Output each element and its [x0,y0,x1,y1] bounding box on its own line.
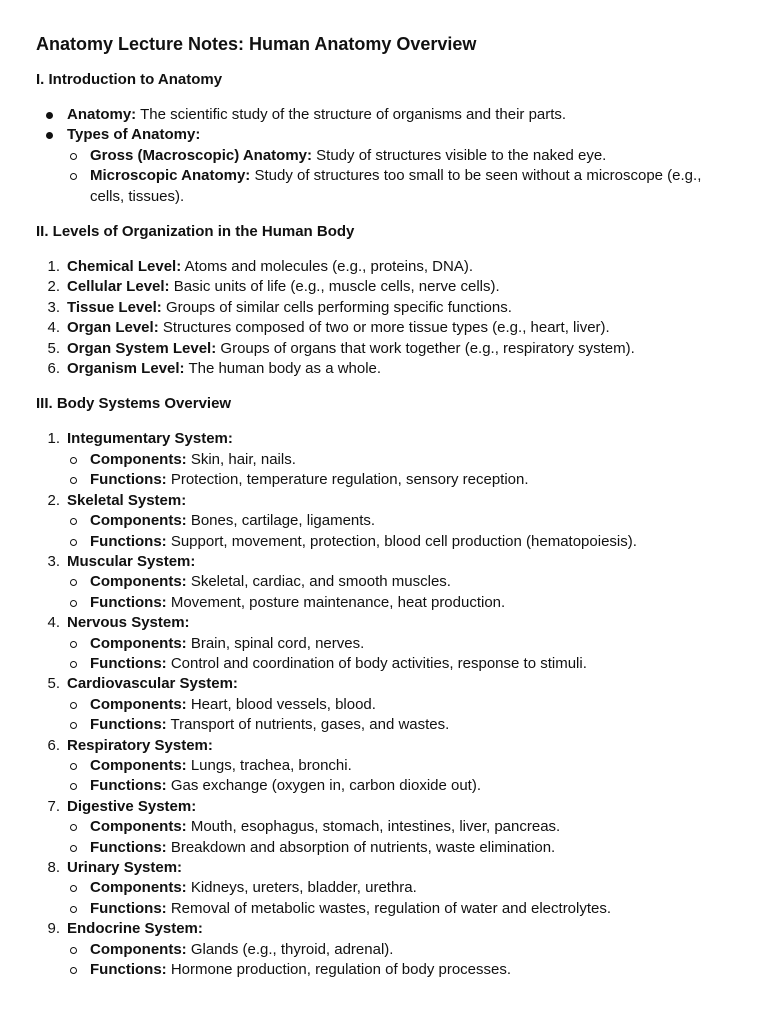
system-item [36,429,732,490]
components-label: Components: [90,818,187,836]
sub-list [67,756,732,797]
functions-text: Breakdown and absorption of nutrients, waste elimination. [166,838,556,856]
system-item [36,797,732,858]
functions-item [36,838,732,858]
system-name: Nervous System: [67,614,190,632]
term-definition: Structures composed of two or more tissue types (e.g., heart, liver). [158,319,610,337]
components-item [36,695,732,715]
system-item [36,552,732,613]
functions-label: Functions: [90,593,167,611]
components-label: Components: [90,573,187,591]
components-text: Mouth, esophagus, stomach, intestines, liver, pancreas. [186,818,561,836]
bullet-icon [46,112,53,119]
system-item [36,736,732,797]
components-text: Skeletal, cardiac, and smooth muscles. [186,573,451,591]
circle-bullet-icon [70,763,77,770]
list-number: 6. [47,360,60,378]
term-definition: Basic units of life (e.g., muscle cells, nerve cells). [169,278,500,296]
list-number: 5. [47,675,60,693]
functions-text: Movement, posture maintenance, heat production. [166,593,506,611]
list-item [36,105,732,125]
functions-text: Transport of nutrients, gases, and wastes. [166,716,450,734]
circle-bullet-icon [70,173,77,180]
functions-text: Hormone production, regulation of body processes. [166,961,512,979]
term-definition: Study of structures too small to be seen without a microscope (e.g., cells, tissues). [90,167,702,205]
functions-label: Functions: [90,961,167,979]
term-label: Organism Level: [67,360,185,378]
term-definition: Study of structures visible to the naked eye. [312,146,607,164]
circle-bullet-icon [70,885,77,892]
functions-label: Functions: [90,716,167,734]
term-definition: Groups of similar cells performing specific functions. [161,298,512,316]
bullet-icon [46,132,53,139]
functions-label: Functions: [90,654,167,672]
functions-item [36,715,732,735]
term-label: Cellular Level: [67,278,170,296]
circle-bullet-icon [70,722,77,729]
document-title: Anatomy Lecture Notes: Human Anatomy Overview [36,34,477,54]
term-label: Microscopic Anatomy: [90,167,251,185]
list-number: 4. [47,319,60,337]
term-definition: The human body as a whole. [184,360,382,378]
system-item [36,674,732,735]
circle-bullet-icon [70,702,77,709]
components-text: Kidneys, ureters, bladder, urethra. [186,879,417,897]
functions-label: Functions: [90,838,167,856]
list-number: 4. [47,614,60,632]
components-item [36,511,732,531]
intro-list [36,105,732,207]
term-label: Types of Anatomy: [67,126,201,144]
functions-item [36,899,732,919]
sub-list [67,878,732,919]
circle-bullet-icon [70,457,77,464]
levels-list [36,257,732,379]
term-definition: Groups of organs that work together (e.g., respiratory system). [216,339,635,357]
functions-text: Control and coordination of body activities, response to stimuli. [166,654,587,672]
components-label: Components: [90,940,187,958]
list-number: 1. [47,430,60,448]
system-item [36,919,732,980]
system-name: Digestive System: [67,797,197,815]
list-number: 1. [47,258,60,276]
term-label: Organ Level: [67,319,159,337]
term-definition: The scientific study of the structure of organisms and their parts. [136,106,567,123]
components-item [36,940,732,960]
system-item [36,858,732,919]
term-label: Anatomy: [67,106,137,123]
sub-list [67,940,732,981]
section-heading-intro: I. Introduction to Anatomy [36,71,223,88]
functions-item [36,593,732,613]
section-heading-systems: III. Body Systems Overview [36,395,232,413]
systems-list [36,429,732,980]
list-item [36,318,732,338]
sub-list [67,450,732,491]
sub-list [67,146,732,207]
functions-item [36,470,732,490]
system-name: Integumentary System: [67,430,233,448]
components-text: Glands (e.g., thyroid, adrenal). [186,940,394,958]
list-item [36,359,732,379]
components-label: Components: [90,634,187,652]
functions-label: Functions: [90,899,167,917]
components-text: Heart, blood vessels, blood. [186,695,376,713]
sub-list [67,511,732,552]
circle-bullet-icon [70,947,77,954]
list-number: 3. [47,552,60,570]
functions-item [36,960,732,980]
system-name: Urinary System: [67,859,183,876]
list-item [36,339,732,359]
circle-bullet-icon [70,967,77,974]
functions-item [36,776,732,796]
term-label: Chemical Level: [67,258,182,276]
functions-text: Protection, temperature regulation, sensory reception. [166,471,529,489]
circle-bullet-icon [70,518,77,525]
sub-list [67,634,732,675]
functions-text: Gas exchange (oxygen in, carbon dioxide out). [166,777,482,795]
components-label: Components: [90,879,187,897]
functions-label: Functions: [90,471,167,489]
circle-bullet-icon [70,579,77,586]
circle-bullet-icon [70,783,77,790]
functions-label: Functions: [90,532,167,550]
circle-bullet-icon [70,845,77,852]
circle-bullet-icon [70,600,77,607]
components-item [36,878,732,898]
system-name: Skeletal System: [67,491,187,509]
system-item [36,491,732,552]
list-item [36,277,732,297]
list-item [36,257,732,277]
components-text: Lungs, trachea, bronchi. [186,756,352,774]
sub-list [67,572,732,613]
list-item [36,125,732,207]
functions-item [36,532,732,552]
circle-bullet-icon [70,153,77,160]
system-name: Cardiovascular System: [67,675,238,693]
components-label: Components: [90,695,187,713]
components-label: Components: [90,512,187,530]
list-number: 6. [47,736,60,754]
section-heading-levels: II. Levels of Organization in the Human Body [36,223,355,241]
sub-list-item [36,146,732,166]
functions-label: Functions: [90,777,167,795]
system-item [36,613,732,674]
sub-list-item [36,166,732,207]
components-label: Components: [90,450,187,468]
system-name: Respiratory System: [67,736,213,754]
circle-bullet-icon [70,641,77,648]
term-definition: Atoms and molecules (e.g., proteins, DNA). [181,258,474,276]
components-text: Bones, cartilage, ligaments. [186,512,376,530]
sub-list [67,695,732,736]
functions-item [36,654,732,674]
list-number: 7. [47,797,60,815]
components-text: Brain, spinal cord, nerves. [186,634,365,652]
system-name: Endocrine System: [67,920,203,938]
list-number: 5. [47,339,60,357]
components-label: Components: [90,756,187,774]
components-text: Skin, hair, nails. [186,450,296,468]
term-label: Organ System Level: [67,339,217,357]
list-number: 8. [47,859,60,876]
components-item [36,817,732,837]
circle-bullet-icon [70,539,77,546]
components-item [36,634,732,654]
components-item [36,756,732,776]
sub-list [67,817,732,858]
list-item [36,298,732,318]
components-item [36,572,732,592]
list-number: 2. [47,491,60,509]
circle-bullet-icon [70,477,77,484]
functions-text: Support, movement, protection, blood cell production (hematopoiesis). [166,532,637,550]
circle-bullet-icon [70,661,77,668]
circle-bullet-icon [70,906,77,913]
functions-text: Removal of metabolic wastes, regulation of water and electrolytes. [166,899,612,917]
term-label: Gross (Macroscopic) Anatomy: [90,146,312,164]
components-item [36,450,732,470]
list-number: 2. [47,278,60,296]
list-number: 9. [47,920,60,938]
term-label: Tissue Level: [67,298,162,316]
system-name: Muscular System: [67,552,196,570]
list-number: 3. [47,298,60,316]
circle-bullet-icon [70,824,77,831]
